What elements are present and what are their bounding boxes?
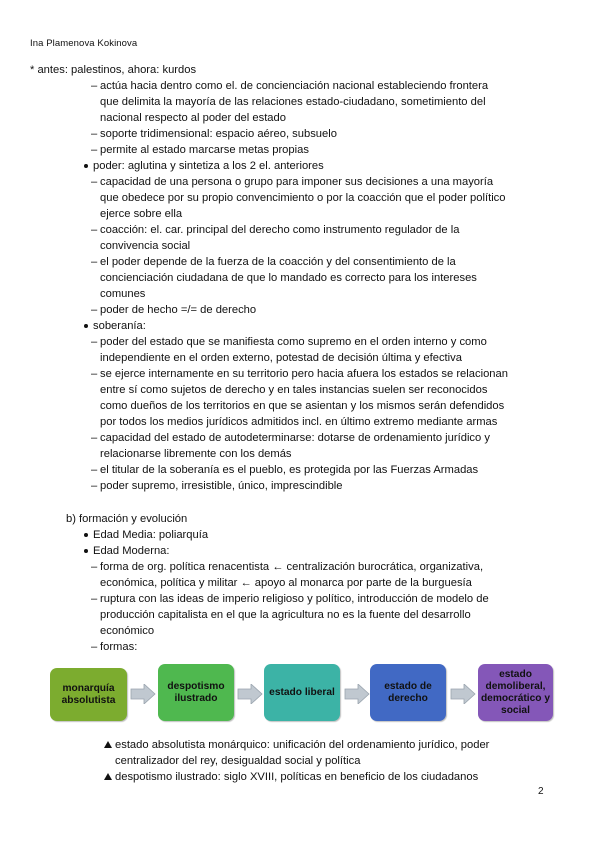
body-line: como dueños de los territorios en que se asientan y los mismos serán defendidos (100, 400, 505, 412)
body-line: estado absolutista monárquico: unificación del ordenamiento jurídico, poder (115, 739, 490, 751)
dash-marker: – (91, 432, 98, 444)
flow-box-estado-liberal: estado liberal (264, 664, 340, 721)
body-line: nacional respecto al poder del estado (100, 112, 286, 124)
dash-marker: – (91, 144, 98, 156)
body-line: el poder depende de la fuerza de la coacción y del consentimiento de la (100, 256, 456, 268)
dash-marker: – (91, 176, 98, 188)
dash-marker: – (91, 256, 98, 268)
body-line: capacidad de una persona o grupo para imponer sus decisiones a una mayoría (100, 176, 494, 188)
body-line: económico (100, 625, 155, 637)
dash-marker: – (91, 80, 98, 92)
dash-marker: – (91, 304, 98, 316)
dash-marker: – (91, 464, 98, 476)
body-line: formas: (100, 641, 138, 653)
right-arrow-icon (450, 684, 476, 704)
body-line: relacionarse libremente con los demás (100, 448, 292, 460)
bullet-heading: poder: aglutina y sintetiza a los 2 el. anteriores (93, 160, 324, 172)
body-line: que delimita la mayoría de las relaciones estado-ciudadano, sometimiento del (100, 96, 486, 108)
body-line: económica, política y militar ← apoyo al monarca por parte de la burguesía (100, 577, 472, 589)
dash-marker: – (91, 368, 98, 380)
flow-box-estado-derecho: estado de derecho (370, 664, 446, 721)
body-line: actúa hacia dentro como el. de concienciación nacional estableciendo frontera (100, 80, 489, 92)
bullet-heading: Edad Moderna: (93, 545, 170, 557)
triangle-bullet-icon (104, 741, 112, 748)
dash-marker: – (91, 224, 98, 236)
body-line: poder de hecho =/= de derecho (100, 304, 257, 316)
section-heading: b) formación y evolución (66, 513, 188, 525)
right-arrow-icon (130, 684, 156, 704)
body-line: se ejerce internamente en su territorio pero hacia afuera los estados se relacionan (100, 368, 508, 380)
body-line: soporte tridimensional: espacio aéreo, subsuelo (100, 128, 337, 140)
body-line: el titular de la soberanía es el pueblo, es protegida por las Fuerzas Armadas (100, 464, 479, 476)
triangle-bullet-icon (104, 773, 112, 780)
dash-marker: – (91, 336, 98, 348)
body-line: independiente en el orden externo, potestad de decisión última y efectiva (100, 352, 462, 364)
dash-marker: – (91, 561, 98, 573)
bullet-dot (84, 549, 88, 553)
body-line: entre sí como sujetos de derecho y en tales instancias suelen ser reconocidos (100, 384, 488, 396)
dash-marker: – (91, 480, 98, 492)
body-line: centralizador del rey, desigualdad social y política (115, 755, 361, 767)
body-line: ejerce sobre ella (100, 208, 183, 220)
body-line: permite al estado marcarse metas propias (100, 144, 309, 156)
dash-marker: – (91, 128, 98, 140)
right-arrow-icon (344, 684, 370, 704)
note-line: * antes: palestinos, ahora: kurdos (30, 64, 197, 76)
body-line: convivencia social (100, 240, 191, 252)
bullet-dot (84, 533, 88, 537)
dash-marker: – (91, 641, 98, 653)
body-line: ruptura con las ideas de imperio religioso y político, introducción de modelo de (100, 593, 489, 605)
bullet-heading: Edad Media: poliarquía (93, 529, 209, 541)
bullet-dot (84, 324, 88, 328)
author-header: Ina Plamenova Kokinova (30, 38, 138, 49)
flow-box-monarquia: monarquía absolutista (50, 668, 127, 721)
body-line: despotismo ilustrado: siglo XVIII, políticas en beneficio de los ciudadanos (115, 771, 479, 783)
bullet-heading: soberanía: (93, 320, 146, 332)
body-line: poder supremo, irresistible, único, imprescindible (100, 480, 343, 492)
right-arrow-icon (237, 684, 263, 704)
bullet-dot (84, 164, 88, 168)
body-line: producción capitalista en el que la agricultura no es la fuente del desarrollo (100, 609, 471, 621)
dash-marker: – (91, 593, 98, 605)
body-line: forma de org. política renacentista ← centralización burocrática, organizativa, (100, 561, 484, 573)
flow-box-estado-demoliberal: estado demoliberal, democrático y social (478, 664, 553, 721)
flow-box-despotismo: despotismo ilustrado (158, 664, 234, 721)
body-line: que obedece por su propio convencimiento o por la coacción que el poder político (100, 192, 506, 204)
body-line: coacción: el. car. principal del derecho como instrumento regulador de la (100, 224, 460, 236)
body-line: capacidad del estado de autodeterminarse: dotarse de ordenamiento jurídico y (100, 432, 490, 444)
body-line: poder del estado que se manifiesta como supremo en el orden interno y como (100, 336, 487, 348)
body-line: por todos los medios jurídicos admitidos incl. en último extremo mediante armas (100, 416, 498, 428)
body-line: comunes (100, 288, 146, 300)
body-line: concienciación ciudadana de que lo mandado es correcto para los intereses (100, 272, 477, 284)
page-number: 2 (538, 786, 544, 797)
